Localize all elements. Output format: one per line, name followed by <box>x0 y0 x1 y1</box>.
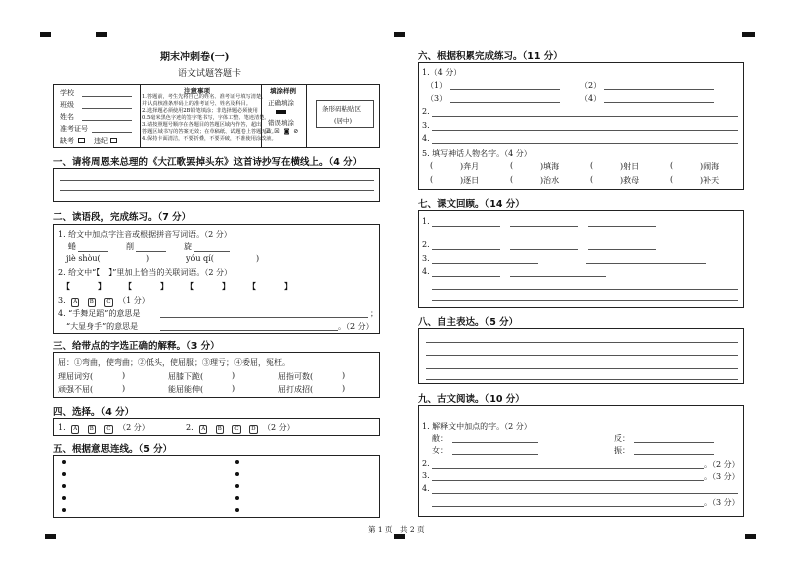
q9-3-score: 。（3 分） <box>704 472 740 481</box>
section-6-title: 六、根据积累完成练习。（11 分） <box>418 51 563 62</box>
notice-line: 并认真核准条形码上的准考证号、姓名及科目。 <box>142 101 251 107</box>
connect-dot[interactable] <box>235 472 239 476</box>
word-1-input[interactable] <box>452 442 538 443</box>
sub-3: （3） <box>426 94 448 103</box>
word-item-close: ) <box>342 371 346 380</box>
notice-line: 0.5毫米黑色字迹的签字笔书写，字体工整、笔迹清楚。 <box>142 115 270 121</box>
q9-2-input[interactable] <box>432 468 704 469</box>
q2-4a-end: ； <box>370 309 378 318</box>
myth-1: )奔月 <box>460 162 480 171</box>
q7-1: 1. <box>422 217 430 226</box>
fill-right-label: 正确填涂 <box>268 99 294 107</box>
registration-mark <box>45 534 56 539</box>
section-5-answer-box <box>53 455 380 518</box>
connect-dot[interactable] <box>235 508 239 512</box>
bracket-close: 】 <box>222 281 230 291</box>
option-b[interactable]: B <box>89 426 94 432</box>
q2-3-score: （1 分） <box>118 296 150 305</box>
myth-8: )补天 <box>700 176 720 185</box>
q7-1-input-a[interactable] <box>432 226 500 227</box>
q9-4-input-a[interactable] <box>432 493 738 494</box>
sub-2: （2） <box>580 81 602 90</box>
q6-2-input[interactable] <box>432 116 738 117</box>
q2-1-text: 1. 给文中加点字注音或根据拼音写词语。（2 分） <box>58 230 232 239</box>
q7-1-input-c[interactable] <box>588 226 656 227</box>
fill-right-sample <box>276 110 286 114</box>
option-c[interactable]: C <box>234 426 239 432</box>
word-item: 屈指可数( <box>278 372 314 381</box>
q4-2 <box>186 422 295 434</box>
q4-2-label: 2. <box>186 423 194 432</box>
registration-mark <box>394 32 405 37</box>
q2-4a-input[interactable] <box>160 317 368 318</box>
myth-6: )治水 <box>540 176 560 185</box>
q6-5-text: 5. 填写神话人物名字。（4 分） <box>422 149 532 158</box>
word-item: 理屈词穷( <box>58 372 94 381</box>
registration-mark <box>96 32 107 37</box>
myth-open: ( <box>510 161 514 170</box>
page-subtitle: 语文试题答题卡 <box>178 69 242 79</box>
fill-sample-title: 填涂样例 <box>270 87 296 95</box>
section-3-title: 三、给带点的字选正确的解释。（3 分） <box>53 341 220 352</box>
q7-4: 4. <box>422 267 430 276</box>
connect-dot[interactable] <box>235 484 239 488</box>
myth-3: )射日 <box>620 162 640 171</box>
school-label: 学校 <box>60 89 74 97</box>
q7-4-input-b[interactable] <box>510 276 606 277</box>
q7-3-input-a[interactable] <box>432 263 538 264</box>
myth-open: ( <box>430 161 434 170</box>
myth-open: ( <box>670 175 674 184</box>
section-1-title: 一、请将周恩来总理的《大江歌罢掉头东》这首诗抄写在横线上。（4 分） <box>53 157 363 168</box>
q7-1-input-b[interactable] <box>510 226 578 227</box>
myth-7: )救母 <box>620 176 640 185</box>
answer-line[interactable] <box>426 379 738 380</box>
q9-1-text: 1. 解释文中加点的字。（2 分） <box>422 422 532 431</box>
answer-line[interactable] <box>60 180 374 181</box>
q7-4-input-c[interactable] <box>432 289 738 290</box>
option-a[interactable]: A <box>73 299 78 305</box>
section-9-title: 九、古文阅读。（10 分） <box>418 394 525 405</box>
registration-mark <box>745 534 756 539</box>
answer-line[interactable] <box>426 368 738 369</box>
myth-4: )闹海 <box>700 162 720 171</box>
q6-3: 3. <box>422 121 430 130</box>
connect-dot[interactable] <box>62 472 66 476</box>
bracket-open: 【 <box>248 281 256 291</box>
section-8-title: 八、自主表达。（5 分） <box>418 317 519 328</box>
bracket-open: 【 <box>186 281 194 291</box>
notice-line: 答题区域书写的答案无效；在草稿纸、试题卷上答题无效。 <box>142 129 277 135</box>
word-item: 能屈能伸( <box>168 385 204 394</box>
mark-label: 违纪 <box>94 137 108 145</box>
pinyin-2-close: ) <box>256 254 260 263</box>
option-a[interactable]: A <box>73 426 78 432</box>
section-7-answer-box <box>418 210 744 308</box>
pinyin-1-close: ) <box>146 254 150 263</box>
myth-open: ( <box>670 161 674 170</box>
registration-mark <box>40 32 51 37</box>
connect-dot[interactable] <box>62 460 66 464</box>
bracket-open: 【 <box>124 281 132 291</box>
option-d[interactable]: D <box>251 426 256 432</box>
answer-line[interactable] <box>426 342 738 343</box>
sub-4: （4） <box>580 94 602 103</box>
q2-3-label: 3. <box>58 296 66 305</box>
option-b[interactable]: B <box>89 299 94 305</box>
word-item-close: ) <box>342 384 346 393</box>
pinyin-1: jiè shòu( <box>66 254 101 263</box>
notice-line: 4.保持卡面清洁，不要折叠，不要弄破，不准使用涂改液。 <box>142 136 277 142</box>
q4-2-score: （2 分） <box>263 423 295 432</box>
q6-4: 4. <box>422 134 430 143</box>
fill-wrong-label: 错误填涂 <box>268 119 294 127</box>
class-input[interactable] <box>82 108 132 109</box>
word-item: 屈打成招( <box>278 385 314 394</box>
q4-1 <box>58 422 150 434</box>
notice-line: 2.选择题必须使用2B铅笔填涂；非选择题必须使用 <box>142 108 258 114</box>
word-1: 敝： <box>432 434 448 443</box>
q6-2: 2. <box>422 107 430 116</box>
word-item-close: ) <box>122 384 126 393</box>
q2-4a-text: 4. “手舞足蹈”的意思是 <box>58 309 141 318</box>
barcode-sub: (居中) <box>334 117 353 125</box>
section-2-title: 二、读语段，完成练习。（7 分） <box>53 212 192 223</box>
q4-1-score: （2 分） <box>118 423 150 432</box>
q7-3: 3. <box>422 254 430 263</box>
q7-2-input-c[interactable] <box>588 249 656 250</box>
q7-2-input-a[interactable] <box>432 249 500 250</box>
option-b[interactable]: B <box>217 426 222 432</box>
char-1-input[interactable] <box>78 251 108 252</box>
word-4: 振： <box>614 446 630 455</box>
word-3: 女： <box>432 446 448 455</box>
word-3-input[interactable] <box>452 454 538 455</box>
sub-4-input[interactable] <box>604 102 714 103</box>
char-1: 蜷 <box>68 242 76 251</box>
q9-3: 3. <box>422 471 430 480</box>
word-item-close: ) <box>122 371 126 380</box>
q2-4b-text: “大显身手”的意思是 <box>66 322 139 331</box>
answer-line[interactable] <box>426 355 738 356</box>
class-label: 班级 <box>60 101 74 109</box>
ticket-input[interactable] <box>92 132 132 133</box>
char-2-input[interactable] <box>136 251 166 252</box>
section-7-title: 七、课文回顾。（14 分） <box>418 199 525 210</box>
q7-2: 2. <box>422 240 430 249</box>
absent-label: 缺考 <box>60 137 74 145</box>
q9-4-score: 。（3 分） <box>704 498 740 507</box>
myth-open: ( <box>430 175 434 184</box>
definitions: 屈：①弯曲，使弯曲；②低头，使屈服；③理亏；④委屈，冤枉。 <box>58 358 290 367</box>
pinyin-2: yóu qí( <box>186 254 214 263</box>
sub-2-input[interactable] <box>604 89 714 90</box>
page-number: 第 1 页 共 2 页 <box>368 525 425 534</box>
option-a[interactable]: A <box>201 426 206 432</box>
q2-3-text <box>58 295 150 307</box>
q9-2: 2. <box>422 459 430 468</box>
q6-4-input[interactable] <box>432 143 738 144</box>
bracket-close: 】 <box>160 281 168 291</box>
myth-open: ( <box>590 161 594 170</box>
name-label: 姓名 <box>60 113 74 121</box>
word-item-close: ) <box>232 384 236 393</box>
q7-2-input-b[interactable] <box>510 249 578 250</box>
section-5-title: 五、根据意思连线。（5 分） <box>53 444 173 455</box>
char-3: 旋 <box>184 242 192 251</box>
q4-1-label: 1. <box>58 423 66 432</box>
q7-4-input-a[interactable] <box>432 276 500 277</box>
word-item: 顽强不屈( <box>58 385 94 394</box>
option-c[interactable]: C <box>106 426 111 432</box>
q7-3-input-b[interactable] <box>586 263 706 264</box>
q6-3-input[interactable] <box>432 130 738 131</box>
q9-3-input[interactable] <box>432 480 704 481</box>
sub-3-input[interactable] <box>450 102 560 103</box>
absent-checkbox[interactable] <box>78 138 85 143</box>
word-4-input[interactable] <box>634 454 714 455</box>
option-c[interactable]: C <box>106 299 111 305</box>
myth-2: )填海 <box>540 162 560 171</box>
q6-1-text: 1.（4 分） <box>422 68 462 77</box>
name-input[interactable] <box>82 120 132 121</box>
myth-5: )逐日 <box>460 176 480 185</box>
section-4-title: 四、选择。（4 分） <box>53 407 135 418</box>
bracket-close: 】 <box>284 281 292 291</box>
sub-1: （1） <box>426 81 448 90</box>
school-input[interactable] <box>82 96 132 97</box>
word-2: 反： <box>614 434 630 443</box>
bracket-close: 】 <box>98 281 106 291</box>
answer-line[interactable] <box>60 190 374 191</box>
myth-open: ( <box>510 175 514 184</box>
word-item-close: ) <box>232 371 236 380</box>
notice-title: 注意事项 <box>184 87 210 95</box>
char-2: 削 <box>126 242 134 251</box>
connect-dot[interactable] <box>235 460 239 464</box>
q2-4b-end: 。（2 分） <box>338 322 374 331</box>
connect-dot[interactable] <box>235 496 239 500</box>
q7-4-input-d[interactable] <box>432 300 738 301</box>
q9-4-input-b[interactable] <box>432 506 704 507</box>
q2-4b-input[interactable] <box>160 330 338 331</box>
section-1-answer-box <box>53 168 380 202</box>
registration-mark <box>742 32 755 37</box>
q2-2-text: 2. 给文中“【 】”里加上恰当的关联词语。（2 分） <box>58 268 232 277</box>
word-item: 屈膝下跪( <box>168 372 204 381</box>
q9-2-score: 。（2 分） <box>704 460 740 469</box>
notice-line: 3.请按照题号顺序在各题目的答题区域内作答，超出 <box>142 122 262 128</box>
connect-dot[interactable] <box>62 496 66 500</box>
q9-4: 4. <box>422 484 430 493</box>
page-title: 期末冲刺卷(一) <box>160 52 230 63</box>
ticket-label: 准考证号 <box>60 125 88 133</box>
bracket-open: 【 <box>62 281 70 291</box>
sub-1-input[interactable] <box>450 89 560 90</box>
char-3-input[interactable] <box>194 251 230 252</box>
barcode-label: 条形码粘贴区 <box>322 105 361 113</box>
myth-open: ( <box>590 175 594 184</box>
section-8-answer-box <box>418 328 744 384</box>
notice-line: 1.答题前，考生先将自己的姓名、准考证号填写清楚， <box>142 94 267 100</box>
connect-dot[interactable] <box>62 484 66 488</box>
word-2-input[interactable] <box>634 442 714 443</box>
fill-wrong-sample: ☑ ☒ ◙ ⊘ <box>265 128 300 135</box>
mark-checkbox[interactable] <box>110 138 117 143</box>
connect-dot[interactable] <box>62 508 66 512</box>
